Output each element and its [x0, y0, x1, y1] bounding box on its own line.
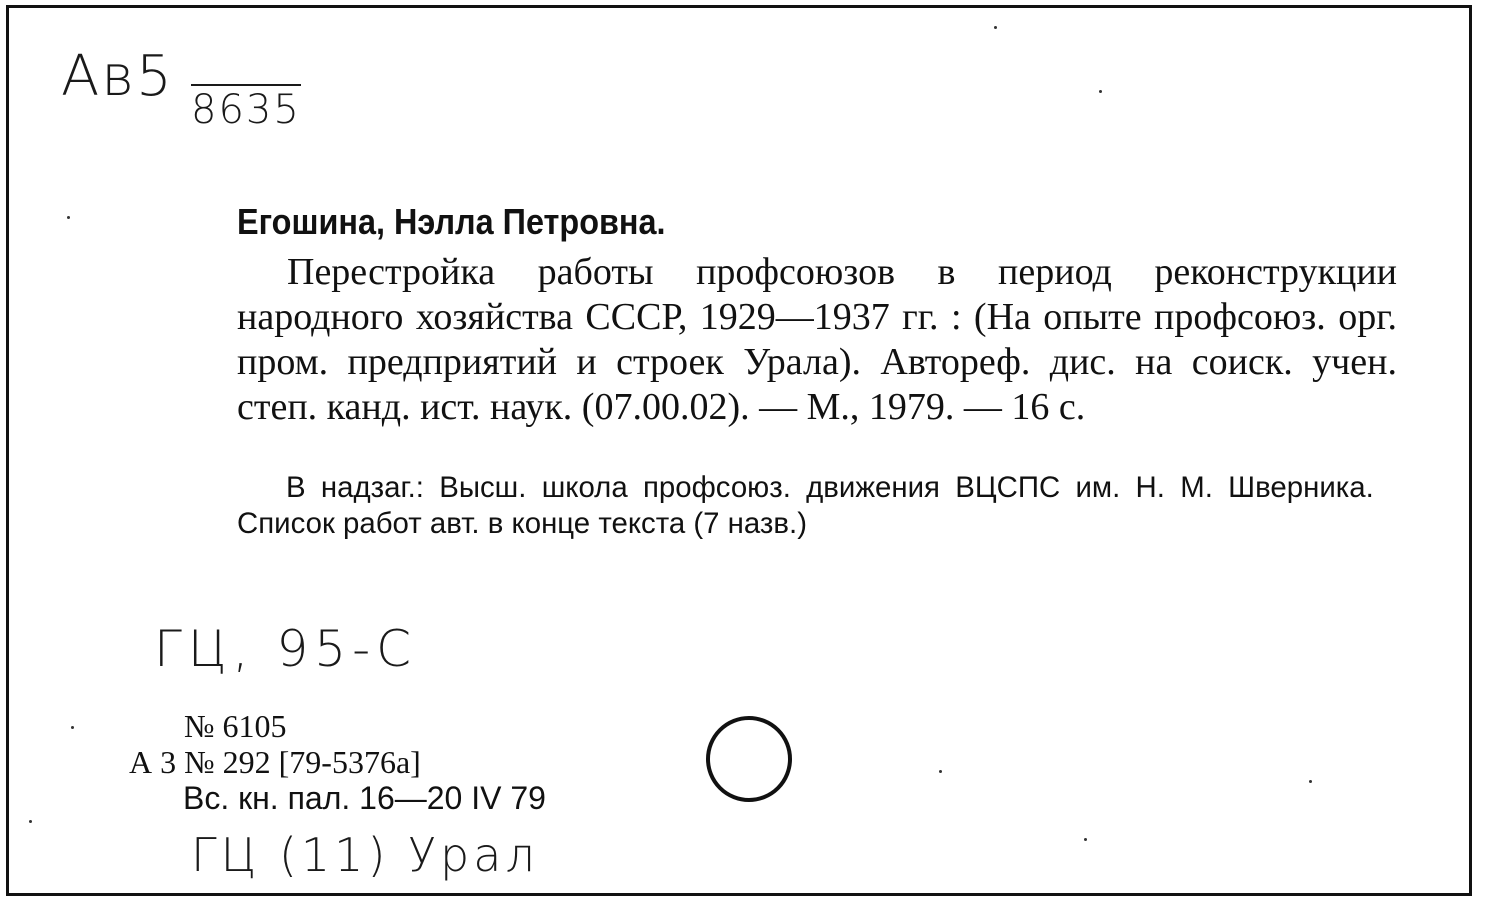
speck	[67, 216, 70, 219]
catalog-number: № 6105	[184, 708, 287, 744]
author-name: Егошина, Нэлла Петровна.	[237, 201, 666, 242]
handwritten-shelf-mark	[61, 44, 301, 133]
speck	[1099, 90, 1102, 93]
handwritten-bottom-note: ГЦ (11) Урал	[191, 828, 539, 882]
speck	[71, 726, 74, 729]
catalog-chamber: Вс. кн. пал. 16—20 IV 79	[183, 780, 546, 816]
handwritten-code: Aв5	[61, 44, 174, 109]
speck	[1309, 780, 1312, 783]
circle-mark	[706, 716, 792, 802]
speck	[939, 770, 942, 773]
catalog-reference: А 3 № 292 [79-5376а]	[129, 744, 421, 780]
catalog-card	[6, 5, 1472, 896]
handwritten-middle-note: ГЦ, 95-С	[154, 620, 418, 678]
speck	[1084, 838, 1087, 841]
speck	[29, 820, 32, 823]
handwritten-number: 8635	[191, 84, 301, 130]
speck	[994, 26, 997, 29]
title-description: Перестройка работы профсоюзов в период реконструкции народного хозяйства СССР, 1929—1937 гг. : (На опыте профсоюз. орг. пром. предприятий и строек Урала). Автореф. дис. на соиск. учен. степ. канд. ист. наук. (07.00.02). — М., 1979. — 16 с.	[237, 251, 1397, 428]
note-text: В надзаг.: Высш. школа профсоюз. движения ВЦСПС им. Н. М. Шверника. Список работ авт. в конце текста (7 назв.)	[237, 471, 1374, 540]
